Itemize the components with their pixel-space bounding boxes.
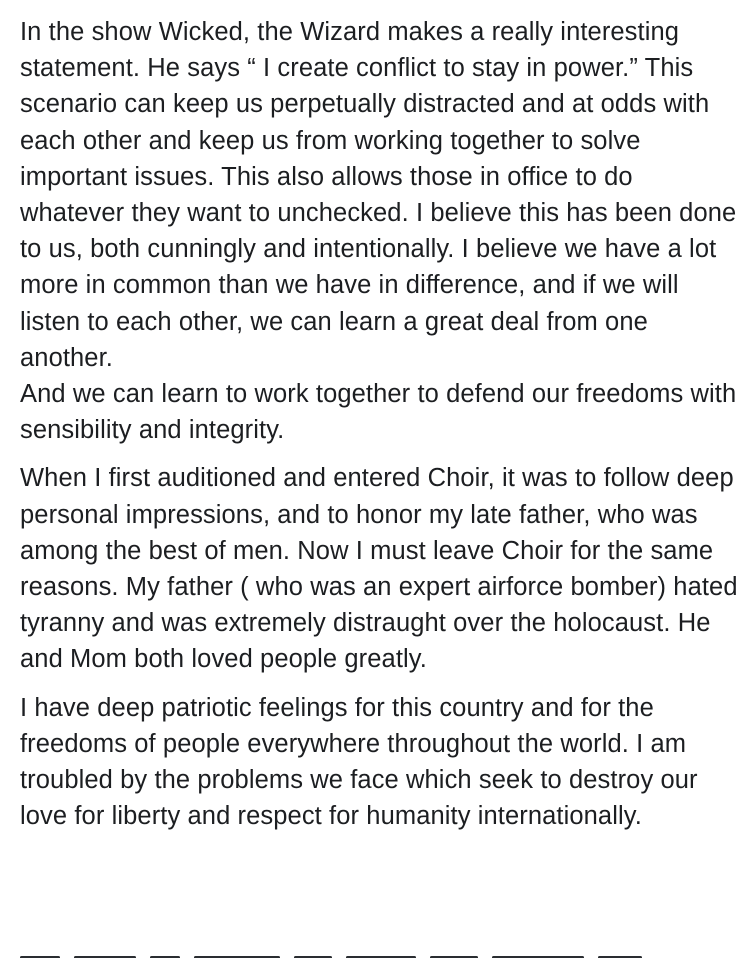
truncated-next-line (20, 946, 720, 958)
paragraph-work-together: And we can learn to work together to defend our freedoms with sensibility and integrity. (20, 380, 737, 445)
paragraph-wicked-quote: In the show Wicked, the Wizard makes a really interesting statement. He says “ I create conflict to stay in power.” This scenario can keep us perpetually distracted and at odds with each other and keep us from working together to solve important issues. This also allows those in office to do whatever they want to unchecked. I believe this has been done to us, both cunningly and intentionally. I believe we have a lot more in common than we have in difference, and if we will listen to each other, we can learn a great deal from one another. (20, 18, 737, 372)
post-body (20, 14, 738, 834)
paragraph-choir: When I first auditioned and entered Choir, it was to follow deep personal impressions, and to honor my late father, who was among the best of men. Now I must leave Choir for the same reasons. My father ( who was an expert airforce bomber) hated tyranny and was extremely distraught over the holocaust. He and Mom both loved people greatly. (20, 464, 738, 674)
paragraph-patriotic: I have deep patriotic feelings for this country and for the freedoms of people everywhere throughout the world. I am troubled by the problems we face which seek to destroy our love for liberty and respect for humanity internationally. (20, 693, 698, 831)
